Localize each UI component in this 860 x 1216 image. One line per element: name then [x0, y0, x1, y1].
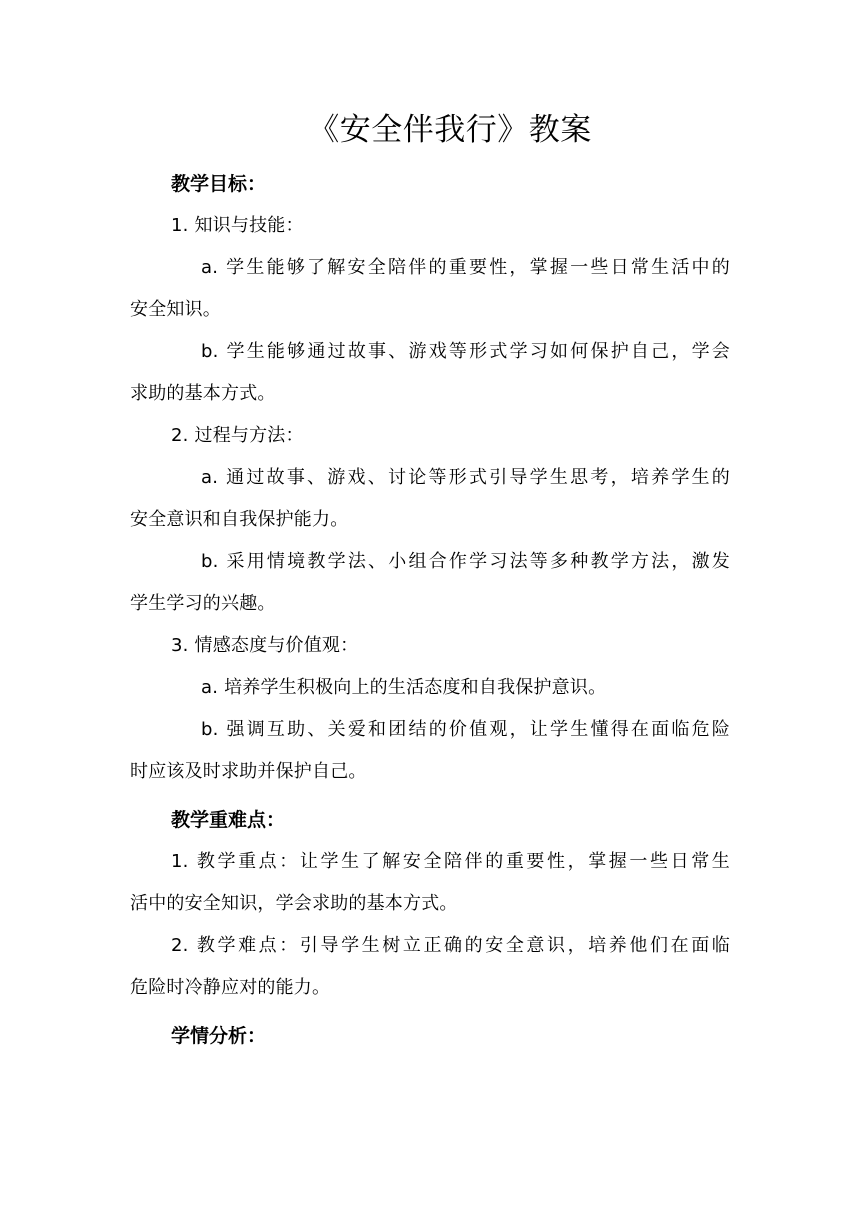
- section-heading-analysis: 学情分析：: [171, 1025, 267, 1047]
- key-point-2-line2: 危险时冷静应对的能力。: [130, 977, 331, 998]
- key-point-2-line1: 2. 教学难点：引导学生树立正确的安全意识，培养他们在面临: [171, 935, 730, 956]
- goal-item-3a-line1: a. 培养学生积极向上的生活态度和自我保护意识。: [201, 677, 607, 698]
- goal-item-1-title: 1. 知识与技能：: [171, 215, 304, 236]
- goal-item-2a-line1: a. 通过故事、游戏、讨论等形式引导学生思考，培养学生的: [201, 467, 730, 488]
- goal-item-3b-line2: 时应该及时求助并保护自己。: [130, 761, 367, 782]
- goal-item-1b-line1: b. 学生能够通过故事、游戏等形式学习如何保护自己，学会: [201, 341, 730, 362]
- section-heading-goals: 教学目标：: [171, 173, 267, 195]
- document-content: [130, 103, 730, 1057]
- goal-item-2b-line1: b. 采用情境教学法、小组合作学习法等多种教学方法，激发: [201, 551, 730, 572]
- key-point-1-line1: 1. 教学重点：让学生了解安全陪伴的重要性，掌握一些日常生: [171, 851, 730, 872]
- section-heading-key-points: 教学重难点：: [171, 809, 286, 831]
- goal-item-1a-line2: 安全知识。: [130, 299, 221, 320]
- key-point-1-line2: 活中的安全知识，学会求助的基本方式。: [130, 893, 458, 914]
- goal-item-3-title: 3. 情感态度与价值观：: [171, 635, 359, 656]
- goal-item-1b-line2: 求助的基本方式。: [130, 383, 276, 404]
- goal-item-2b-line2: 学生学习的兴趣。: [130, 593, 276, 614]
- goal-item-2-title: 2. 过程与方法：: [171, 425, 304, 446]
- goal-item-2a-line2: 安全意识和自我保护能力。: [130, 509, 349, 530]
- document-title: 《安全伴我行》教案: [308, 112, 592, 148]
- goal-item-1a-line1: a. 学生能够了解安全陪伴的重要性，掌握一些日常生活中的: [201, 257, 730, 278]
- goal-item-3b-line1: b. 强调互助、关爱和团结的价值观，让学生懂得在面临危险: [201, 719, 730, 740]
